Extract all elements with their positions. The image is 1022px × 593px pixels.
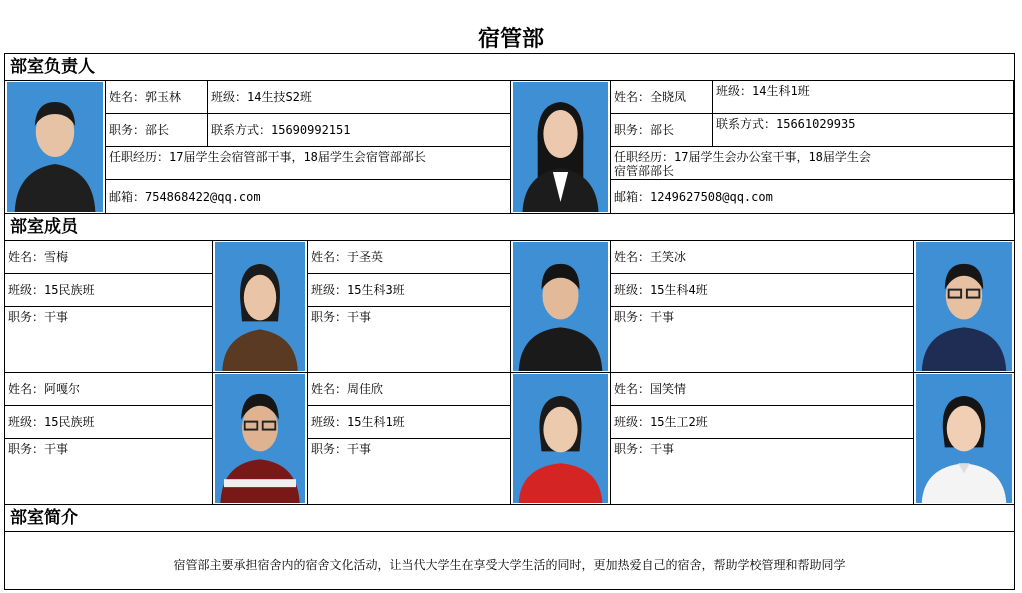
leader-2-contact: 联系方式：15661029935 xyxy=(713,114,1014,147)
intro-text: 宿管部主要承担宿舍内的宿舍文化活动，让当代大学生在享受大学生活的同时，更加热爱自己的宿舍，帮助学校管理和帮助同学 xyxy=(173,558,846,572)
department-table xyxy=(4,53,1015,590)
section-header-leaders: 部室负责人 xyxy=(5,54,1014,81)
member-2-position: 职务：干事 xyxy=(308,307,511,373)
person-silhouette-icon xyxy=(513,242,608,371)
section-header-members: 部室成员 xyxy=(5,214,1014,241)
person-silhouette-icon xyxy=(513,374,608,503)
member-5-name: 姓名：周佳欣 xyxy=(308,373,511,406)
member-2-class: 班级：15生科3班 xyxy=(308,274,511,307)
leader-2-position: 职务：部长 xyxy=(611,114,713,147)
member-6-name: 姓名：国笑情 xyxy=(611,373,914,406)
member-1-name: 姓名：雪梅 xyxy=(5,241,213,274)
member-2-name: 姓名：于圣英 xyxy=(308,241,511,274)
member-1-position: 职务：干事 xyxy=(5,307,213,373)
leader-1-history: 任职经历：17届学生会宿管部干事，18届学生会宿管部部长 xyxy=(106,147,511,180)
member-photo-1 xyxy=(213,241,308,373)
person-silhouette-icon xyxy=(916,242,1012,371)
leader-1-email: 邮箱：754868422@qq.com xyxy=(106,180,511,214)
member-4-position: 职务：干事 xyxy=(5,439,213,505)
section-header-intro: 部室简介 xyxy=(5,505,1014,532)
person-silhouette-icon xyxy=(916,374,1012,503)
member-photo-3 xyxy=(914,241,1014,373)
leader-2-history xyxy=(611,147,1014,180)
member-3-class: 班级：15生科4班 xyxy=(611,274,914,307)
leader-2-email: 邮箱：1249627508@qq.com xyxy=(611,180,1014,214)
leader-2-class: 班级：14生科1班 xyxy=(713,81,1014,114)
leader-2-name: 姓名：全晓凤 xyxy=(611,81,713,114)
leader-1-class: 班级：14生技S2班 xyxy=(208,81,511,114)
member-6-class: 班级：15生工2班 xyxy=(611,406,914,439)
leader-1-contact: 联系方式：15690992151 xyxy=(208,114,511,147)
person-silhouette-icon xyxy=(513,82,608,212)
leader-2-history-line2: 宿管部部长 xyxy=(614,164,675,178)
page-title: 宿管部 xyxy=(477,26,544,52)
member-photo-4 xyxy=(213,373,308,505)
member-photo-2 xyxy=(511,241,611,373)
member-3-name: 姓名：王笑冰 xyxy=(611,241,914,274)
member-4-class: 班级：15民族班 xyxy=(5,406,213,439)
leader-photo-2 xyxy=(511,81,611,214)
member-6-position: 职务：干事 xyxy=(611,439,914,505)
member-3-position: 职务：干事 xyxy=(611,307,914,373)
leader-1-name: 姓名：郭玉林 xyxy=(106,81,208,114)
person-silhouette-icon xyxy=(7,82,103,212)
member-5-position: 职务：干事 xyxy=(308,439,511,505)
person-silhouette-icon xyxy=(215,374,305,503)
member-5-class: 班级：15生科1班 xyxy=(308,406,511,439)
leader-photo-1 xyxy=(5,81,106,214)
member-photo-6 xyxy=(914,373,1014,505)
person-silhouette-icon xyxy=(215,242,305,371)
leader-1-position: 职务：部长 xyxy=(106,114,208,147)
member-4-name: 姓名：阿嘎尔 xyxy=(5,373,213,406)
leader-2-history-line1: 任职经历：17届学生会办公室干事，18届学生会 xyxy=(614,150,871,164)
member-photo-5 xyxy=(511,373,611,505)
member-1-class: 班级：15民族班 xyxy=(5,274,213,307)
